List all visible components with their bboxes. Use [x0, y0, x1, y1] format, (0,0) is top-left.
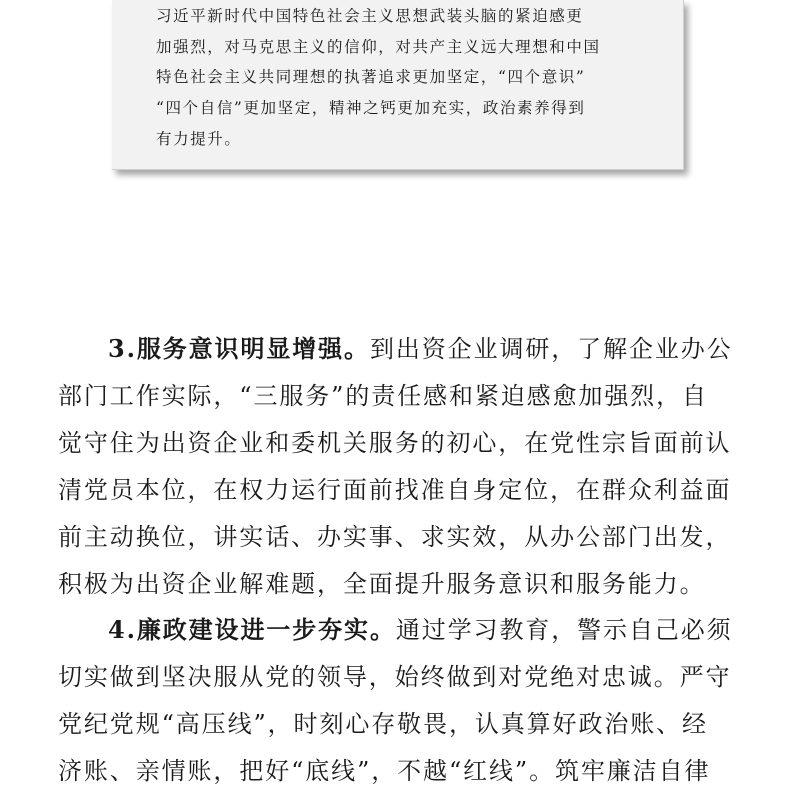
quote-line: 特色社会主义共同理想的执著追求更加坚定，“四个意识” — [156, 68, 586, 86]
paragraph-line: 觉守住为出资企业和委机关服务的初心，在党性宗旨面前认 — [58, 429, 732, 457]
section-3-heading: 3.服务意识明显增强。 — [108, 334, 370, 363]
paragraph-line: 党纪党规“高压线”，时刻心存敬畏，认真算好政治账、经 — [58, 710, 708, 738]
paragraph-line: 济账、亲情账，把好“底线”，不越“红线”。筑牢廉洁自律 — [58, 757, 711, 785]
paragraph-line — [108, 614, 733, 646]
paragraph-line: 清党员本位，在权力运行面前找准自身定位，在群众利益面 — [58, 476, 732, 504]
paragraph-line — [108, 333, 733, 365]
paragraph-text: 到出资企业调研，了解企业办公 — [369, 335, 733, 363]
paragraph-text: 通过学习教育，警示自己必须 — [395, 616, 733, 644]
quote-line: 有力提升。 — [156, 130, 242, 148]
paragraph-line: 积极为出资企业解难题，全面提升服务意识和服务能力。 — [58, 570, 706, 598]
paragraph-line: 部门工作实际，“三服务”的责任感和紧迫感愈加强烈，自 — [58, 382, 708, 410]
paragraph-line: 切实做到坚决服从党的领导，始终做到对党绝对忠诚。严守 — [58, 663, 732, 691]
quote-line: “四个自信”更加坚定，精神之钙更加充实，政治素养得到 — [156, 99, 586, 117]
quote-line: 加强烈，对马克思主义的信仰，对共产主义远大理想和中国 — [156, 38, 601, 56]
quote-box — [112, 0, 684, 170]
section-4-heading: 4.廉政建设进一步夯实。 — [108, 615, 396, 644]
paragraph-line: 前主动换位，讲实话、办实事、求实效，从办公部门出发， — [58, 523, 732, 551]
quote-line: 习近平新时代中国特色社会主义思想武装头脑的紧迫感更 — [156, 7, 584, 25]
